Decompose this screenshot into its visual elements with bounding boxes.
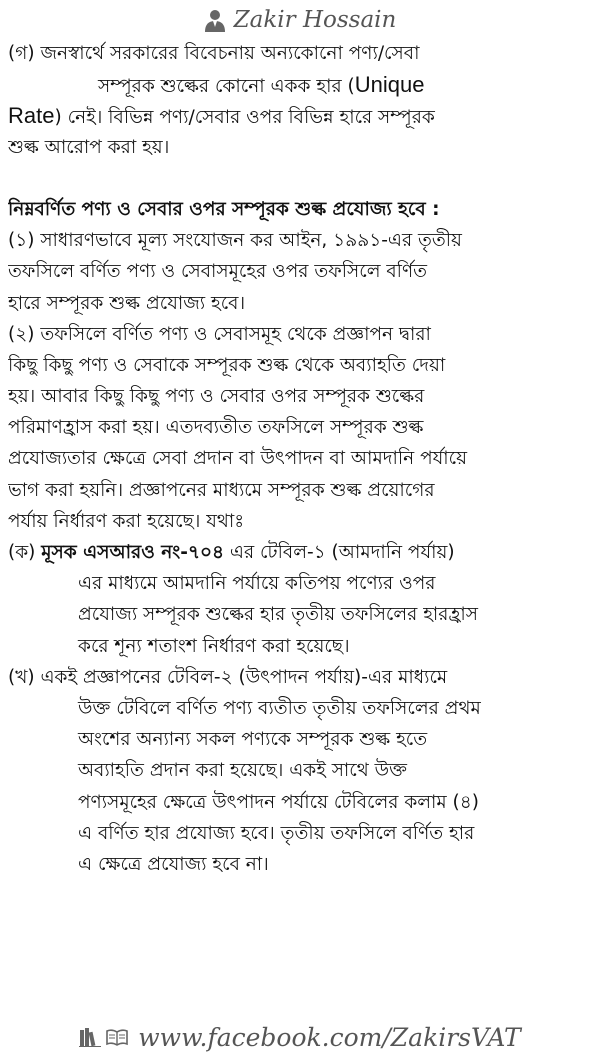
author-name: Zakir Hossain [233, 7, 397, 33]
sub-kha-line: অব্যাহতি প্রদান করা হয়েছে। একই সাথে উক্ত [78, 760, 407, 782]
point-1-line: হারে সম্পূরক শুল্ক প্রযোজ্য হবে। [8, 292, 246, 314]
paragraph-ga-line: শুল্ক আরোপ করা হয়। [8, 136, 170, 158]
paragraph-ga-line: সম্পূরক শুল্কের কোনো একক হার (Unique [98, 72, 425, 98]
books-icon [79, 1027, 101, 1047]
point-2-line: হয়। আবার কিছু কিছু পণ্য ও সেবার ওপর সম্পূরক শুল্কের [8, 386, 425, 408]
user-icon [204, 8, 226, 32]
point-2-line: পর্যায় নির্ধারণ করা হয়েছে। যথাঃ [8, 510, 245, 532]
spacer [8, 163, 592, 194]
sub-ka-line: করে শূন্য শতাংশ নির্ধারণ করা হয়েছে। [78, 635, 350, 657]
paragraph-ga-line: (গ) জনস্বার্থে সরকারের বিবেচনায় অন্যকোনো পণ্য/সেবা [8, 43, 420, 64]
footer [0, 1020, 600, 1054]
point-2-line: ভাগ করা হয়নি। প্রজ্ঞাপনের মাধ্যমে সম্পূরক শুল্ক প্রয়োগের [8, 479, 435, 501]
sub-kha-line: (খ) একই প্রজ্ঞাপনের টেবিল-২ (উৎপাদন পর্যায়)-এর মাধ্যমে [8, 666, 448, 688]
sub-kha-line: এ ক্ষেত্রে প্রযোজ্য হবে না। [78, 853, 269, 875]
sub-kha-line: অংশের অন্যান্য সকল পণ্যকে সম্পূরক শুল্ক হতে [78, 729, 428, 751]
sub-ka-line: এর মাধ্যমে আমদানি পর্যায়ে কতিপয় পণ্যের ওপর [78, 573, 436, 595]
sub-kha-line: উক্ত টেবিলে বর্ণিত পণ্য ব্যতীত তৃতীয় তফসিলের প্রথম [78, 697, 481, 719]
point-2-line: (২) তফসিলে বর্ণিত পণ্য ও সেবাসমূহ থেকে প্রজ্ঞাপন দ্বারা [8, 323, 431, 345]
sub-kha-line: এ বর্ণিত হার প্রযোজ্য হবে। তৃতীয় তফসিলে বর্ণিত হার [78, 822, 475, 844]
paragraph-ga-line: Rate) নেই। বিভিন্ন পণ্য/সেবার ওপর বিভিন্ন হারে সম্পূরক [8, 103, 435, 129]
point-2-line: পরিমাণহ্রাস করা হয়। এতদব্যতীত তফসিলে সম্পূরক শুল্ক [8, 417, 424, 439]
point-2-line: কিছু কিছু পণ্য ও সেবাকে সম্পূরক শুল্ক থেকে অব্যাহতি দেয়া [8, 354, 446, 376]
facebook-link[interactable]: www.facebook.com/ZakirsVAT [138, 1022, 521, 1052]
sub-kha-line: পণ্যসমূহের ক্ষেত্রে উৎপাদন পর্যায়ে টেবিলের কলাম (৪) [78, 791, 480, 813]
point-1-line: তফসিলে বর্ণিত পণ্য ও সেবাসমূহের ওপর তফসিলে বর্ণিত [8, 261, 428, 283]
point-1-line: (১) সাধারণভাবে মূল্য সংযোজন কর আইন, ১৯৯১-এর তৃতীয় [8, 230, 462, 252]
section-heading: নিম্নবর্ণিত পণ্য ও সেবার ওপর সম্পূরক শুল্ক প্রযোজ্য হবে : [8, 198, 440, 220]
open-book-icon [106, 1027, 128, 1047]
header [0, 4, 600, 36]
document-body [8, 38, 592, 880]
sub-ka-line: (ক) মূসক এসআরও নং-৭০৪ এর টেবিল-১ (আমদানি পর্যায়) [8, 542, 455, 563]
sub-ka-line: প্রযোজ্য সম্পূরক শুল্কের হার তৃতীয় তফসিলের হারহ্রাস [78, 604, 478, 626]
point-2-line: প্রযোজ্যতার ক্ষেত্রে সেবা প্রদান বা উৎপাদন বা আমদানি পর্যায়ে [8, 448, 467, 470]
